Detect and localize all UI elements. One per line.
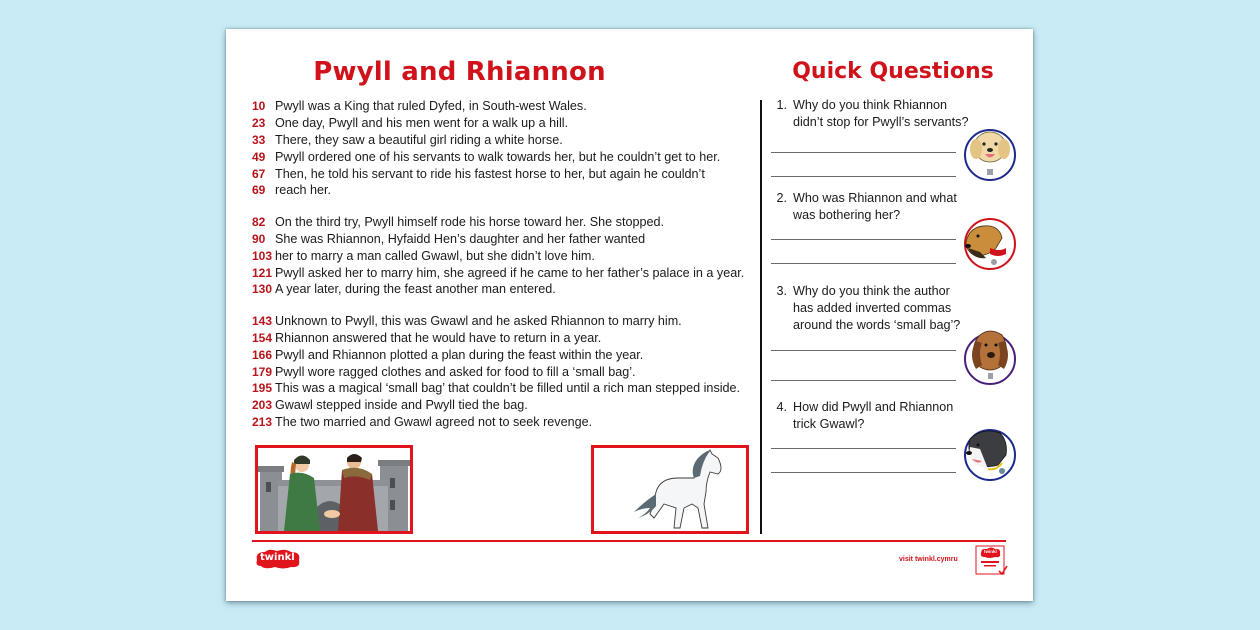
- story-line: [252, 313, 752, 330]
- word-count: 203: [252, 398, 273, 413]
- story-line: [252, 115, 752, 132]
- question-text: Who was Rhiannon and what was bothering her?: [793, 191, 957, 222]
- line-text: Unknown to Pwyll, this was Gwawl and he asked Rhiannon to marry him.: [275, 314, 682, 329]
- white-horse-image: [591, 445, 749, 534]
- line-text: Pwyll asked her to marry him, she agreed if he came to her father’s palace in a year.: [275, 265, 745, 280]
- question-number: 1.: [776, 98, 787, 112]
- word-count: 23: [252, 116, 266, 131]
- question-3: [771, 283, 1021, 399]
- word-count: 90: [252, 231, 266, 246]
- footer-rule: [252, 540, 1006, 542]
- line-text: She was Rhiannon, Hyfaidd Hen’s daughter and her father wanted: [275, 231, 646, 246]
- line-text: The two married and Gwawl agreed not to seek revenge.: [275, 414, 593, 429]
- line-text: There, they saw a beautiful girl riding a white horse.: [275, 132, 563, 147]
- line-text: Pwyll and Rhiannon plotted a plan during the feast within the year.: [275, 347, 644, 362]
- answer-line[interactable]: [771, 152, 956, 153]
- quick-questions: [771, 97, 1021, 494]
- word-count: 154: [252, 330, 273, 345]
- airedale-terrier-icon: [964, 218, 1016, 270]
- story-line: [252, 148, 752, 165]
- story-reader-badge: [975, 545, 1008, 576]
- column-divider: [760, 100, 762, 534]
- answer-line[interactable]: [771, 380, 956, 381]
- answer-line[interactable]: [771, 176, 956, 177]
- question-number: 3.: [776, 284, 787, 298]
- story-line: [252, 346, 752, 363]
- line-text: A year later, during the feast another man entered.: [275, 282, 556, 297]
- pwyll-rhiannon-castle-image: [255, 445, 413, 534]
- word-count: 33: [252, 132, 266, 147]
- story-line: [252, 363, 752, 380]
- twinkl-logo[interactable]: [253, 548, 303, 570]
- line-text: her to marry a man called Gwawl, but she didn’t love him.: [275, 248, 595, 263]
- story-line: [252, 165, 752, 182]
- story-line: [252, 132, 752, 149]
- word-count: 10: [252, 99, 266, 114]
- answer-line[interactable]: [771, 472, 956, 473]
- line-text: This was a magical ‘small bag’ that couldn’t be filled until a rich man stepped inside.: [275, 381, 741, 396]
- horse-illustration: [594, 448, 746, 531]
- answer-line[interactable]: [771, 448, 956, 449]
- word-count: 49: [252, 149, 266, 164]
- story-line: [252, 330, 752, 347]
- line-text: One day, Pwyll and his men went for a walk up a hill.: [275, 116, 569, 131]
- line-text: On the third try, Pwyll himself rode his horse toward her. She stopped.: [275, 215, 664, 230]
- story-line: [252, 98, 752, 115]
- question-2: [771, 190, 1021, 283]
- line-text: Then, he told his servant to ride his fastest horse to her, but again he couldn’t: [275, 166, 705, 181]
- line-text: Rhiannon answered that he would have to return in a year.: [275, 330, 602, 345]
- answer-line[interactable]: [771, 263, 956, 264]
- story-line: [252, 264, 752, 281]
- line-text: Gwawl stepped inside and Pwyll tied the bag.: [275, 398, 528, 413]
- line-text: Pwyll was a King that ruled Dyfed, in South-west Wales.: [275, 99, 587, 114]
- line-text: reach her.: [275, 183, 332, 198]
- word-count: 103: [252, 248, 273, 263]
- word-count: 130: [252, 282, 273, 297]
- question-1: [771, 97, 1021, 190]
- story-line: [252, 397, 752, 414]
- worksheet-page: [226, 29, 1033, 601]
- line-text: Pwyll wore ragged clothes and asked for food to fill a ‘small bag’.: [275, 364, 636, 379]
- story-line: [252, 231, 752, 248]
- golden-retriever-icon: [964, 129, 1016, 181]
- castle-couple-illustration: [258, 448, 410, 531]
- paragraph-3: [252, 313, 752, 431]
- answer-line[interactable]: [771, 350, 956, 351]
- word-count: 67: [252, 166, 266, 181]
- visit-link[interactable]: visit twinkl.cymru: [899, 556, 958, 563]
- question-text: Why do you think Rhiannon didn’t stop for Pwyll’s servants?: [793, 98, 969, 129]
- story-line: [252, 380, 752, 397]
- story-line: [252, 414, 752, 431]
- question-number: 4.: [776, 400, 787, 414]
- paragraph-2: [252, 214, 752, 298]
- page-title: Pwyll and Rhiannon: [313, 57, 606, 87]
- paragraph-1: [252, 98, 752, 199]
- story-line: [252, 182, 752, 199]
- question-number: 2.: [776, 191, 787, 205]
- word-count: 166: [252, 347, 273, 362]
- story-line: [252, 281, 752, 298]
- word-count: 82: [252, 215, 266, 230]
- logo-text: twinkl: [260, 552, 295, 563]
- word-count: 213: [252, 414, 273, 429]
- line-text: Pwyll ordered one of his servants to walk towards her, but he couldn’t get to her.: [275, 149, 721, 164]
- questions-title: Quick Questions: [792, 59, 994, 84]
- story-text: [252, 98, 752, 445]
- badge-text: twinkl: [984, 549, 997, 554]
- story-line: [252, 247, 752, 264]
- question-4: [771, 399, 1021, 494]
- border-collie-icon: [964, 429, 1016, 481]
- question-text: How did Pwyll and Rhiannon trick Gwawl?: [793, 400, 954, 431]
- word-count: 143: [252, 314, 273, 329]
- word-count: 69: [252, 183, 266, 198]
- question-text: Why do you think the author has added inverted commas around the words ‘small bag’?: [793, 284, 961, 332]
- word-count: 179: [252, 364, 273, 379]
- word-count: 195: [252, 381, 273, 396]
- answer-line[interactable]: [771, 239, 956, 240]
- story-line: [252, 214, 752, 231]
- word-count: 121: [252, 265, 273, 280]
- bloodhound-icon: [964, 333, 1016, 385]
